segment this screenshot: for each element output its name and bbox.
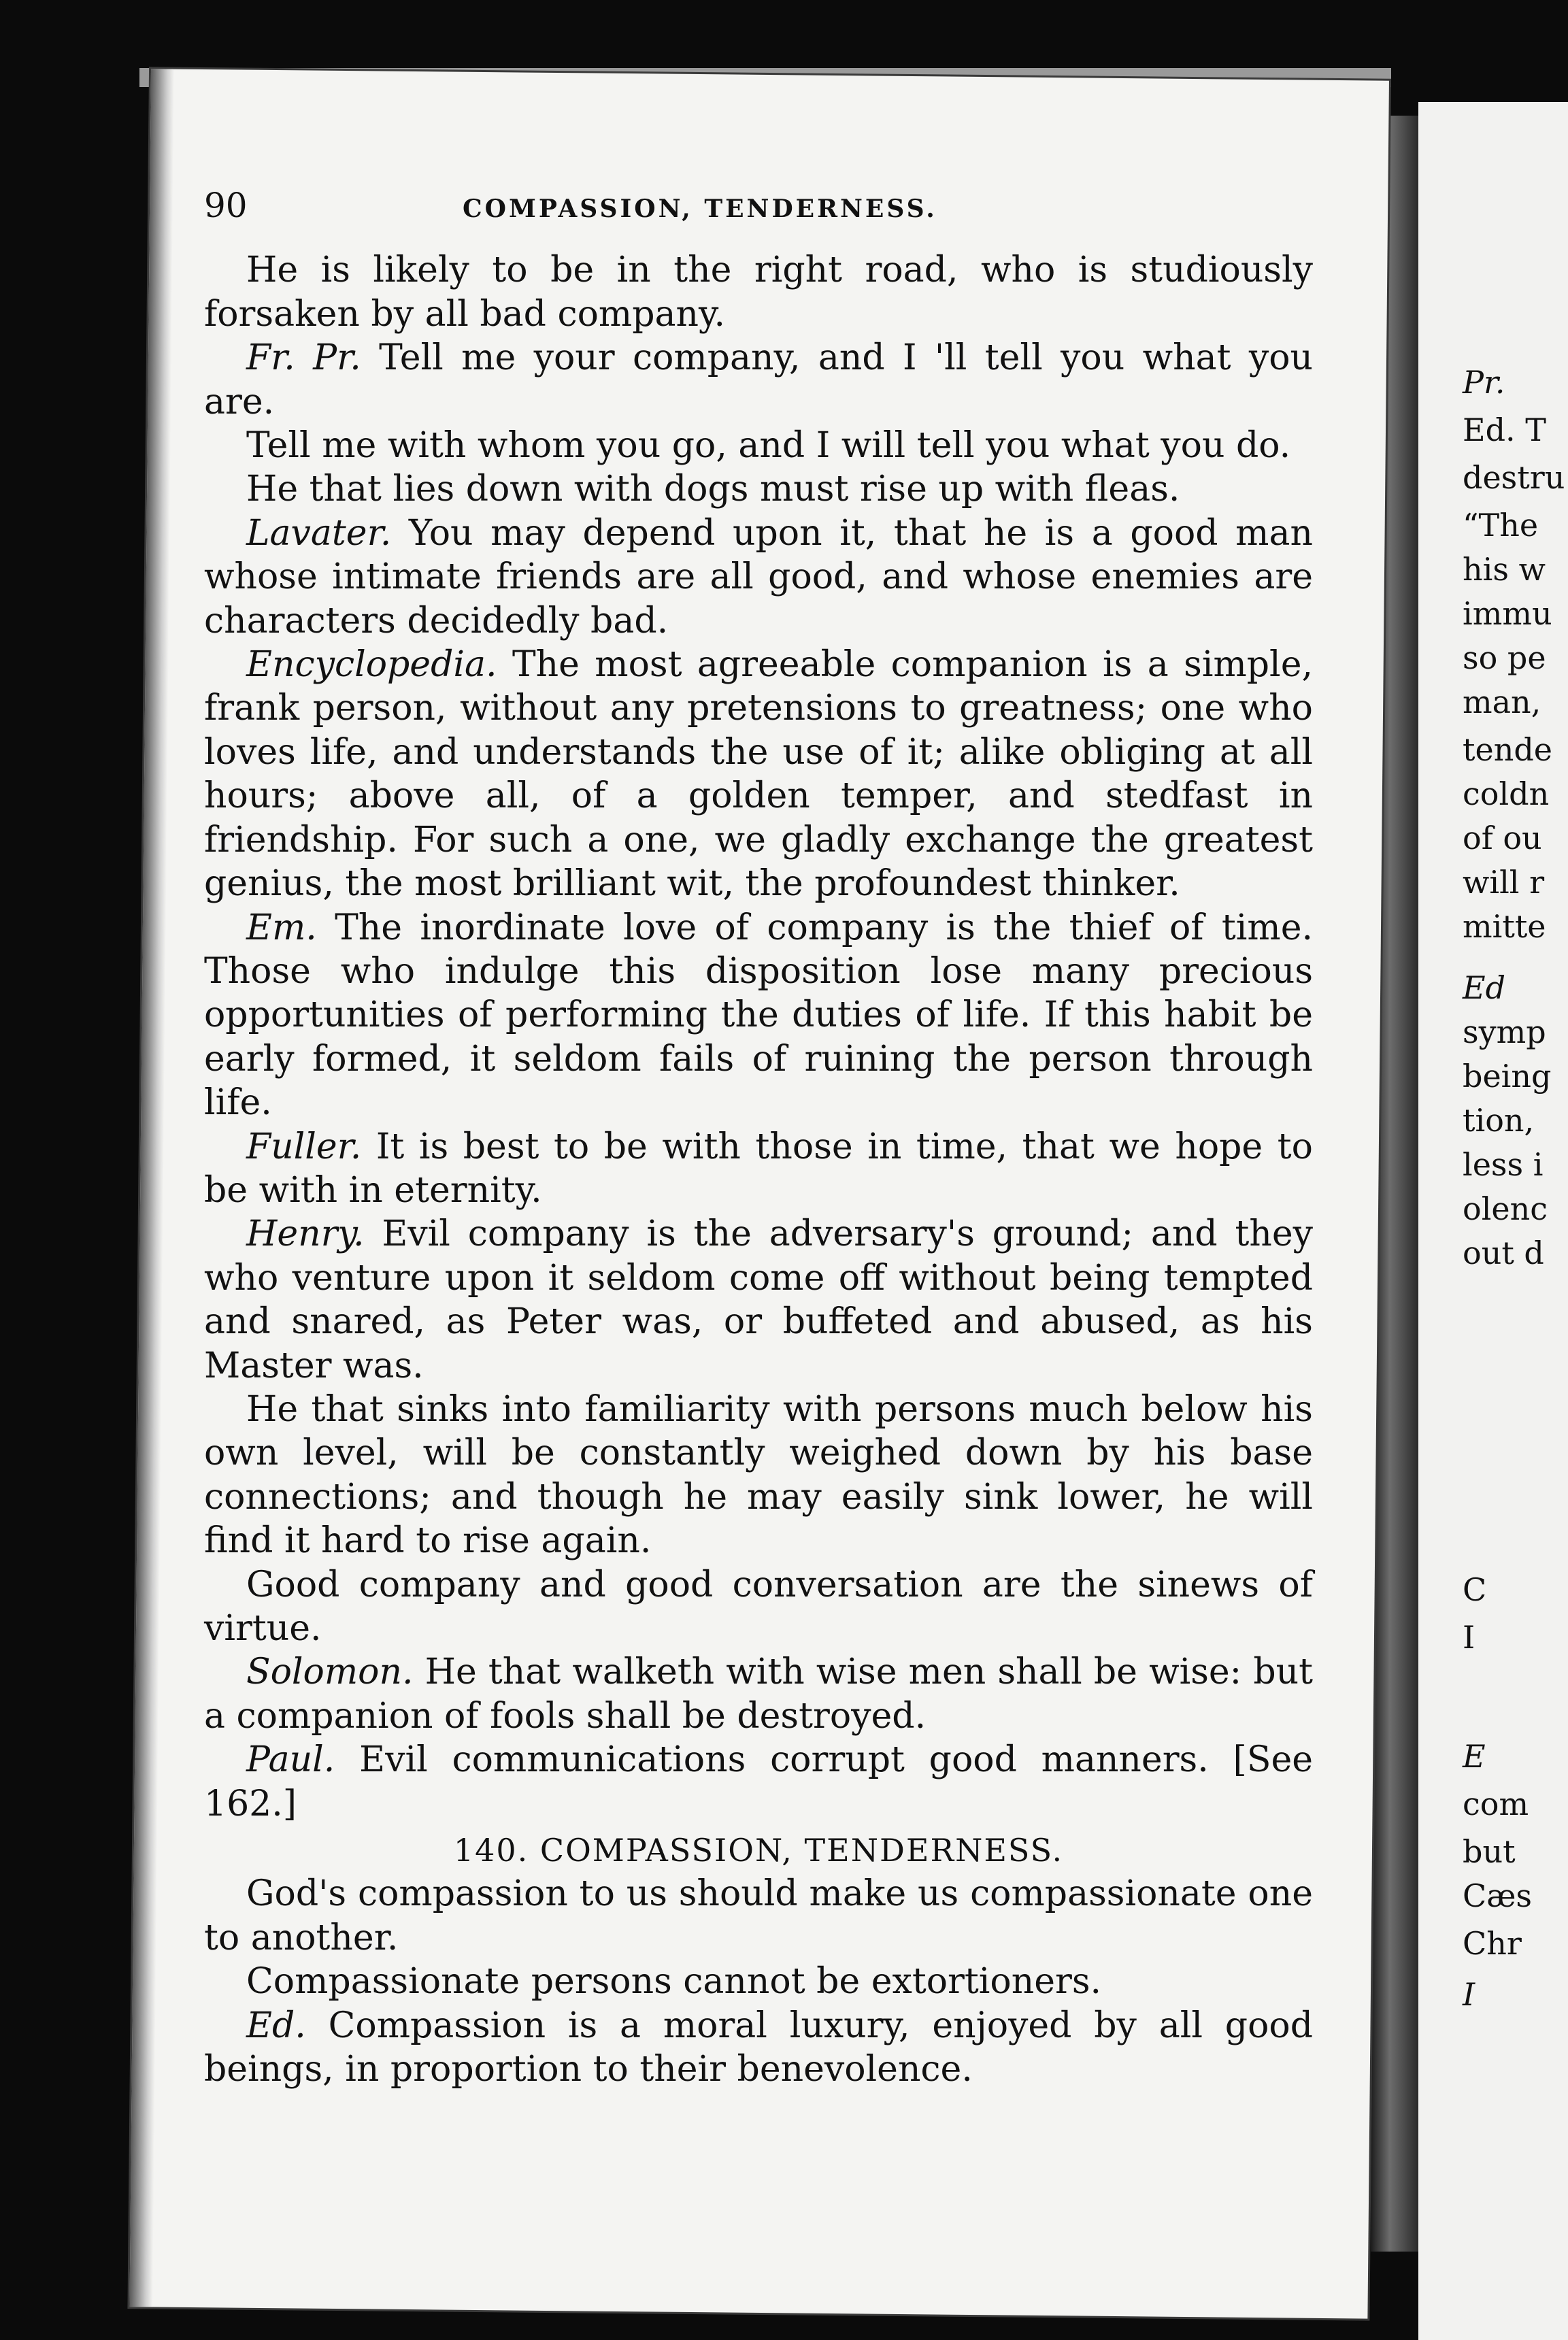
paragraph	[204, 2004, 1313, 2092]
facing-page-fragment: man,	[1463, 684, 1541, 720]
facing-page-fragment: out d	[1463, 1235, 1544, 1271]
paragraph	[204, 424, 1313, 467]
facing-page-fragment: Ed. T	[1463, 412, 1546, 448]
facing-page-fragment: tende	[1463, 731, 1553, 768]
facing-page-fragment: symp	[1463, 1014, 1546, 1050]
paragraph-text: He is likely to be in the right road, who is studiously forsaken by all bad company.	[204, 250, 1313, 335]
paragraph	[204, 1212, 1313, 1388]
facing-page-fragment: of ou	[1463, 820, 1542, 856]
facing-page-fragment: I	[1463, 1619, 1475, 1656]
paragraph-text: He that sinks into familiarity with persons much below his own level, will be constantly weighed down by his base connections; and though he may easily sink lower, he will find it hard to rise again.	[204, 1388, 1313, 1562]
quote-source: Paul.	[246, 1739, 335, 1781]
paragraph-text: Tell me with whom you go, and I will tell you what you do.	[246, 425, 1291, 467]
paragraph	[204, 248, 1313, 336]
paragraph-text: He that lies down with dogs must rise up with fleas.	[246, 469, 1180, 510]
paragraph-text: Evil communications corrupt good manners. [See 162.]	[204, 1739, 1314, 1824]
paragraph	[204, 1563, 1313, 1651]
facing-page-fragment: “The	[1463, 507, 1539, 544]
quote-source: Fr. Pr.	[246, 337, 361, 379]
facing-page-fragment: destru	[1463, 459, 1565, 496]
facing-page-fragment: E	[1463, 1738, 1486, 1775]
quote-source: Lavater.	[246, 512, 392, 554]
facing-page-fragment: mitte	[1463, 908, 1546, 945]
paragraph	[204, 1872, 1313, 1960]
quote-source: Encyclopedia.	[246, 644, 497, 686]
paragraph-text: Compassionate persons cannot be extortioners.	[246, 1961, 1102, 2003]
paragraph-text: It is best to be with those in time, that we hope to be with in eternity.	[204, 1126, 1313, 1211]
paragraph	[204, 512, 1313, 643]
quote-source: Fuller.	[246, 1126, 362, 1167]
paragraph-text: The most agreeable companion is a simple, frank person, without any pretensions to greatness; one who loves life, and understands the use of it; alike obliging at all hours; above all, of a golden temper, and stedfast in friendship. For such a one, we gladly exchange the greatest genius, the most brilliant wit, the profoundest thinker.	[204, 644, 1313, 905]
paragraph-list	[204, 248, 1313, 1826]
paragraph-text: Tell me your company, and I 'll tell you what you are.	[204, 337, 1313, 422]
paragraph	[204, 643, 1313, 905]
paragraph-text: He that walketh with wise men shall be wise: but a companion of fools shall be destroyed.	[204, 1652, 1314, 1737]
facing-page-fragment: tion,	[1463, 1102, 1535, 1139]
running-title: COMPASSION, TENDERNESS.	[463, 195, 937, 223]
facing-page-fragment: Ed	[1463, 969, 1506, 1006]
facing-page-fragment: will r	[1463, 864, 1545, 901]
facing-page-fragment: but	[1463, 1833, 1516, 1870]
facing-page-fragment: coldn	[1463, 775, 1550, 812]
quote-source: Em.	[246, 907, 317, 948]
page-number: 90	[204, 186, 248, 225]
paragraph-text: God's compassion to us should make us compassionate one to another.	[204, 1873, 1313, 1958]
page-content	[204, 184, 1313, 2091]
facing-page-fragment: immu	[1463, 595, 1552, 632]
paragraph	[204, 1125, 1313, 1213]
paragraph	[204, 906, 1313, 1125]
facing-page-fragment: C	[1463, 1571, 1487, 1608]
facing-page-fragment: so pe	[1463, 639, 1546, 676]
running-head	[204, 184, 1313, 231]
section-paragraph-list	[204, 1872, 1313, 2091]
facing-page-fragment: Cæs	[1463, 1877, 1533, 1914]
facing-page-fragment: I	[1463, 1976, 1475, 2013]
paragraph	[204, 1388, 1313, 1563]
paragraph	[204, 1960, 1313, 2003]
quote-source: Solomon.	[246, 1652, 414, 1693]
section-heading: 140. COMPASSION, TENDERNESS.	[453, 1832, 1064, 1869]
quote-source: Ed.	[246, 2005, 306, 2046]
paragraph	[204, 467, 1313, 511]
facing-page-fragment: Chr	[1463, 1925, 1522, 1962]
paragraph-text: You may depend upon it, that he is a good man whose intimate friends are all good, and whose enemies are characters decidedly bad.	[204, 512, 1313, 641]
quote-source: Henry.	[246, 1214, 365, 1255]
facing-page-fragment: Pr.	[1463, 364, 1505, 401]
paragraph	[204, 336, 1313, 424]
facing-page-fragment: com	[1463, 1786, 1529, 1822]
facing-page-fragment: his w	[1463, 551, 1546, 588]
paragraph	[204, 1738, 1313, 1826]
facing-page-fragment: being	[1463, 1058, 1552, 1094]
paragraph-text: The inordinate love of company is the thief of time. Those who indulge this disposition lose many precious opportunities of performing the duties of life. If this habit be early formed, it seldom fails of ruining the person through life.	[204, 907, 1314, 1124]
paragraph	[204, 1650, 1313, 1738]
paragraph-text: Compassion is a moral luxury, enjoyed by all good beings, in proportion to their benevolence.	[204, 2005, 1313, 2090]
facing-page-fragment: olenc	[1463, 1190, 1548, 1227]
facing-page-fragment: less i	[1463, 1146, 1544, 1183]
paragraph-text: Good company and good conversation are the sinews of virtue.	[204, 1564, 1313, 1649]
paragraph-text: Evil company is the adversary's ground; and they who venture upon it seldom come off without being tempted and snared, as Peter was, or buffeted and abused, as his Master was.	[204, 1214, 1313, 1386]
